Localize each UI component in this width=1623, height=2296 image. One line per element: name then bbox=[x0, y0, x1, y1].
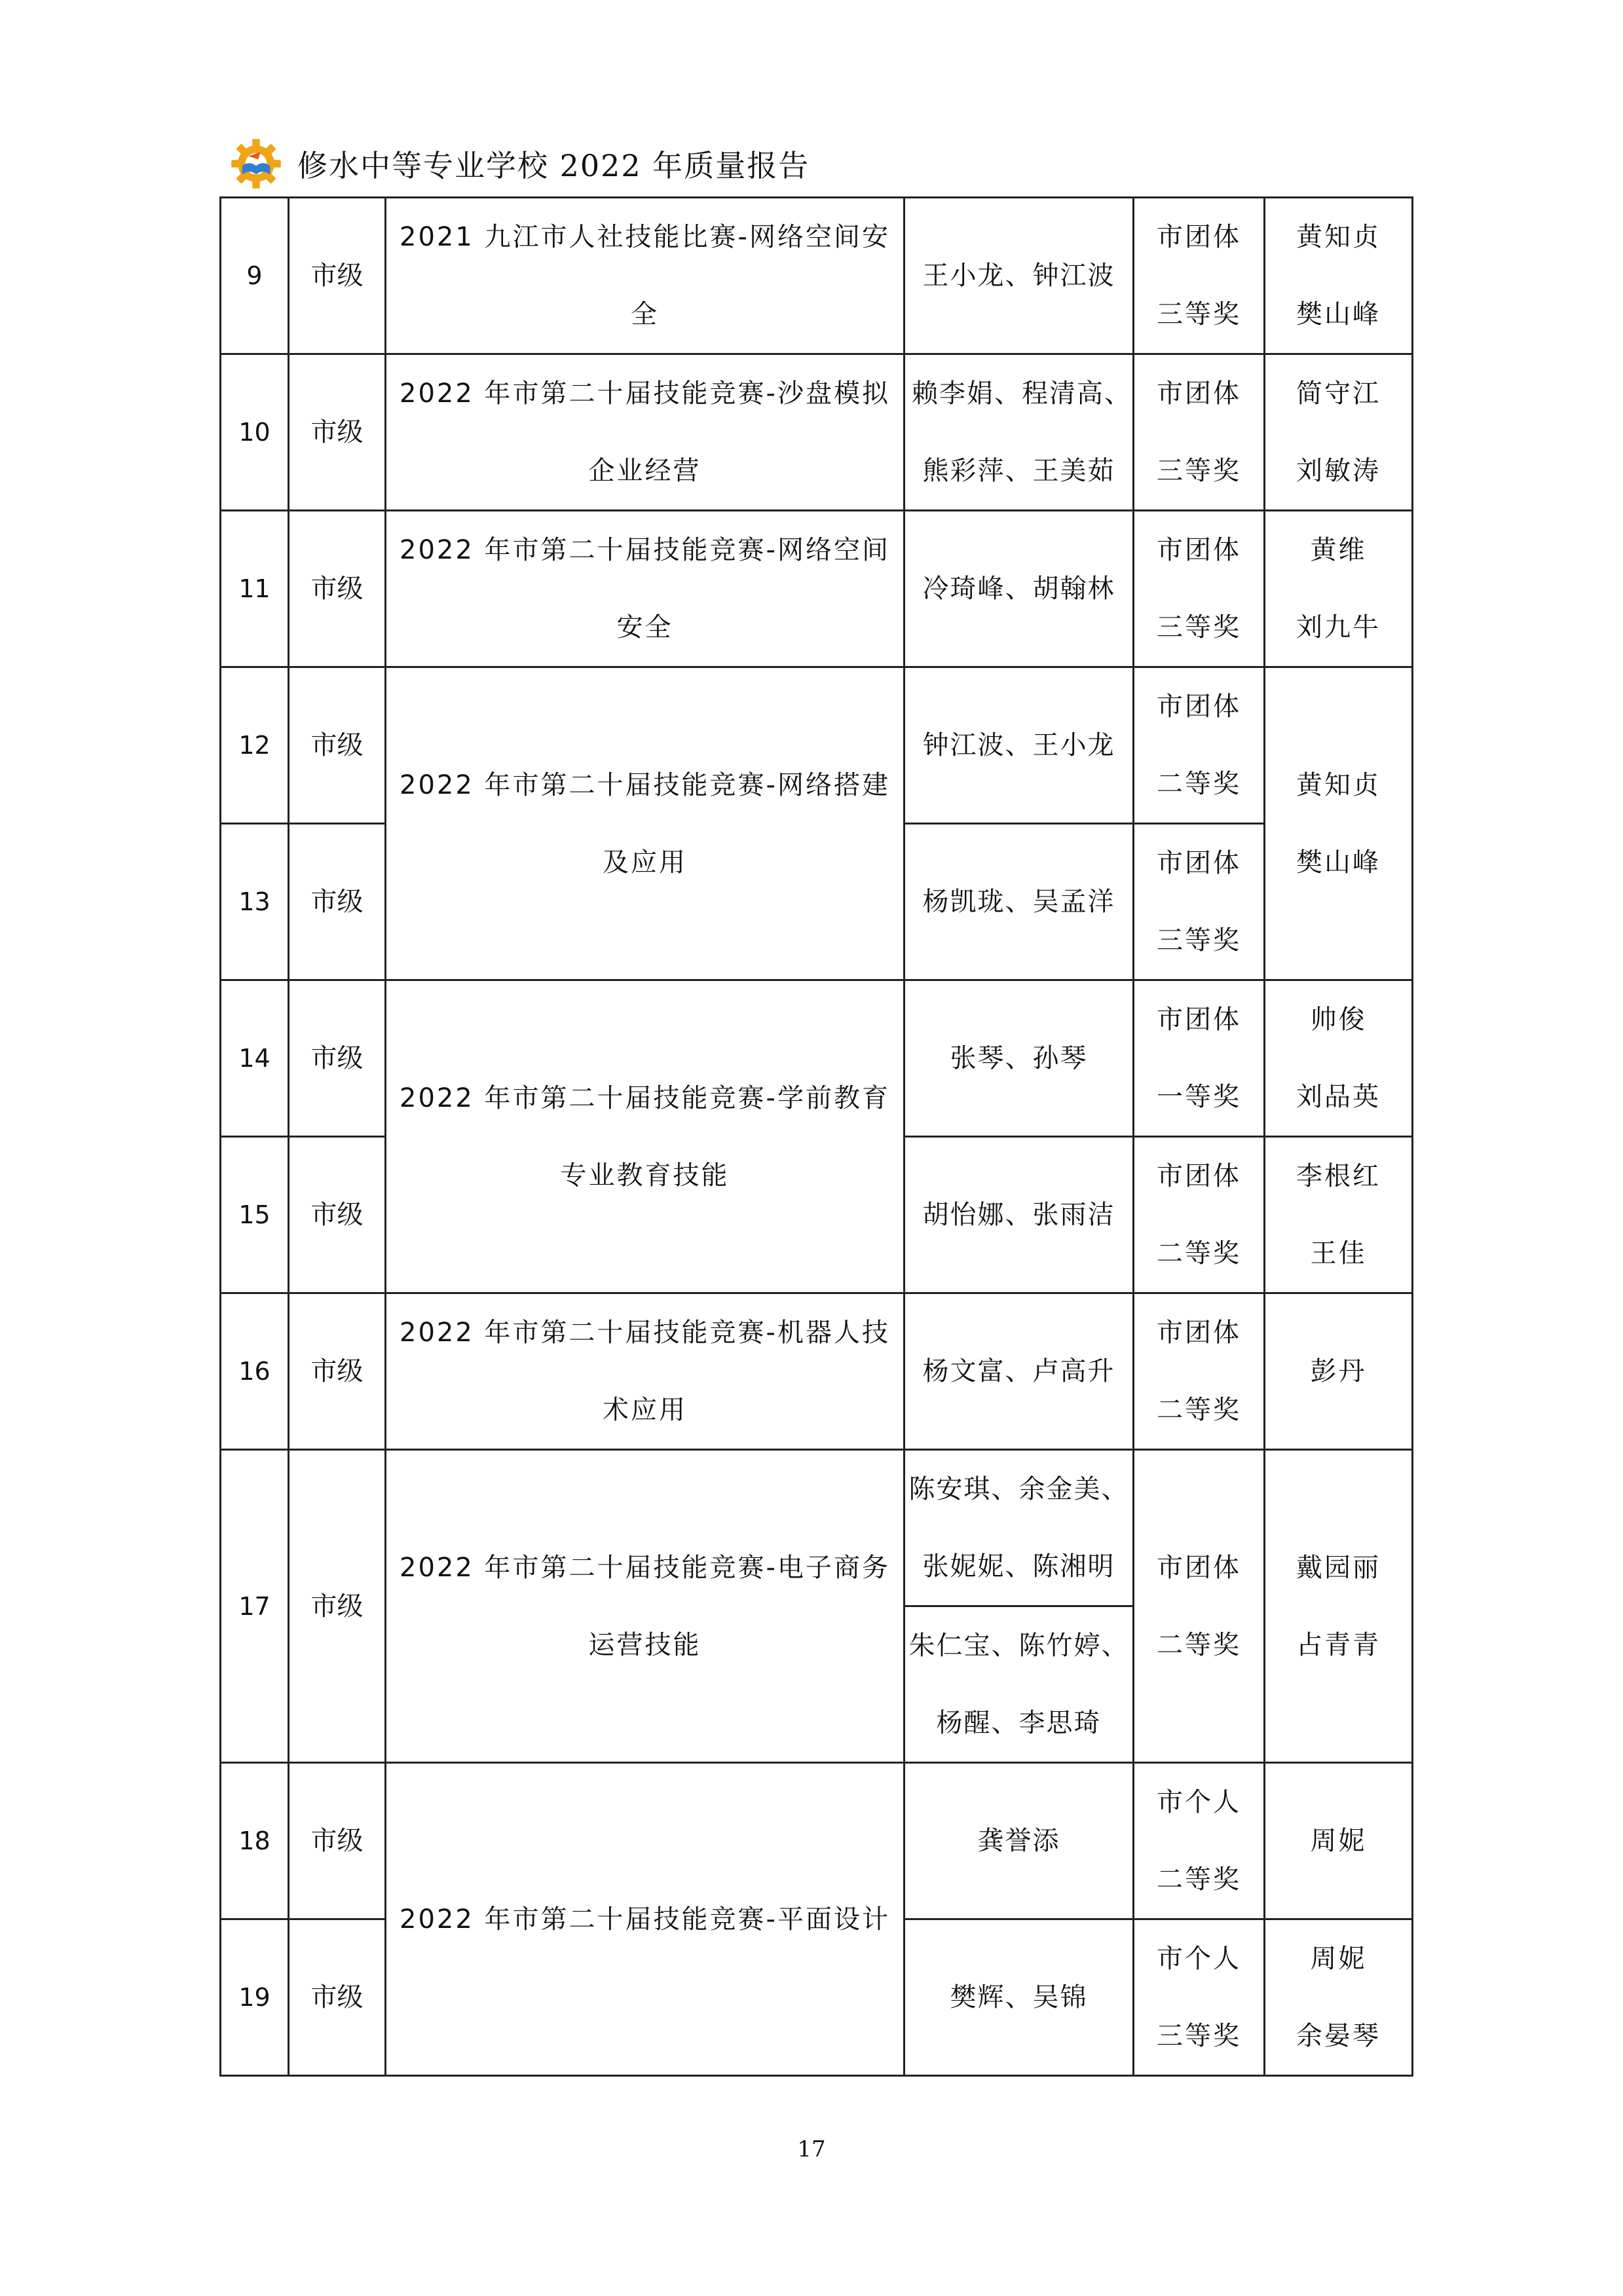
award-cell: 市团体 二等奖 bbox=[1134, 1137, 1265, 1293]
students-cell: 冷琦峰、胡翰林 bbox=[905, 511, 1134, 667]
students-cell bbox=[905, 1450, 1134, 1763]
report-title: 修水中等专业学校 2022 年质量报告 bbox=[297, 148, 810, 183]
students-cell: 钟江波、王小龙 bbox=[905, 667, 1134, 824]
competition-cell: 2022 年市第二十届技能竞赛-平面设计 bbox=[386, 1763, 905, 2076]
level-cell: 市级 bbox=[289, 667, 386, 824]
page-header bbox=[229, 134, 810, 193]
award-cell: 市团体 三等奖 bbox=[1134, 511, 1265, 667]
teachers-cell: 周妮 bbox=[1265, 1763, 1413, 1919]
level-cell: 市级 bbox=[289, 980, 386, 1137]
table-row bbox=[221, 1450, 1413, 1763]
level-cell: 市级 bbox=[289, 511, 386, 667]
level-cell: 市级 bbox=[289, 1763, 386, 1919]
row-number: 12 bbox=[221, 667, 289, 824]
award-cell: 市个人 三等奖 bbox=[1134, 1919, 1265, 2076]
row-number: 11 bbox=[221, 511, 289, 667]
award-cell: 市团体 三等奖 bbox=[1134, 198, 1265, 354]
level-cell: 市级 bbox=[289, 1450, 386, 1763]
row-number: 14 bbox=[221, 980, 289, 1137]
competition-cell: 2022 年市第二十届技能竞赛-沙盘模拟 企业经营 bbox=[386, 354, 905, 511]
students-cell: 胡怡娜、张雨洁 bbox=[905, 1137, 1134, 1293]
students-cell: 赖李娟、程清高、 熊彩萍、王美茹 bbox=[905, 354, 1134, 511]
teachers-cell: 戴园丽 占青青 bbox=[1265, 1450, 1413, 1763]
teachers-cell: 黄知贞 樊山峰 bbox=[1265, 667, 1413, 980]
students-cell: 张琴、孙琴 bbox=[905, 980, 1134, 1137]
table-row bbox=[221, 667, 1413, 824]
row-number: 16 bbox=[221, 1293, 289, 1450]
students-cell: 杨凯珑、吴孟洋 bbox=[905, 824, 1134, 980]
students-cell: 王小龙、钟江波 bbox=[905, 198, 1134, 354]
row-number: 17 bbox=[221, 1450, 289, 1763]
award-cell: 市团体 二等奖 bbox=[1134, 1450, 1265, 1763]
award-cell: 市团体 二等奖 bbox=[1134, 1293, 1265, 1450]
level-cell: 市级 bbox=[289, 1293, 386, 1450]
table-row bbox=[221, 198, 1413, 354]
award-cell: 市个人 二等奖 bbox=[1134, 1763, 1265, 1919]
teachers-cell: 帅俊 刘品英 bbox=[1265, 980, 1413, 1137]
row-number: 18 bbox=[221, 1763, 289, 1919]
competition-cell: 2022 年市第二十届技能竞赛-网络空间 安全 bbox=[386, 511, 905, 667]
awards-table bbox=[219, 196, 1413, 2077]
level-cell: 市级 bbox=[289, 1137, 386, 1293]
page-number: 17 bbox=[797, 2136, 826, 2162]
teachers-cell: 周妮 余晏琴 bbox=[1265, 1919, 1413, 2076]
row-number: 19 bbox=[221, 1919, 289, 2076]
level-cell: 市级 bbox=[289, 824, 386, 980]
table-row bbox=[221, 511, 1413, 667]
students-cell: 樊辉、吴锦 bbox=[905, 1919, 1134, 2076]
school-logo-icon bbox=[229, 137, 283, 191]
award-cell: 市团体 一等奖 bbox=[1134, 980, 1265, 1137]
students-group-bottom: 朱仁宝、陈竹婷、 杨醒、李思琦 bbox=[908, 1631, 1129, 1738]
row-number: 9 bbox=[221, 198, 289, 354]
table-row bbox=[221, 354, 1413, 511]
competition-cell: 2021 九江市人社技能比赛-网络空间安 全 bbox=[386, 198, 905, 354]
row-number: 13 bbox=[221, 824, 289, 980]
level-cell: 市级 bbox=[289, 198, 386, 354]
competition-cell: 2022 年市第二十届技能竞赛-学前教育 专业教育技能 bbox=[386, 980, 905, 1293]
row-number: 15 bbox=[221, 1137, 289, 1293]
teachers-cell: 李根红 王佳 bbox=[1265, 1137, 1413, 1293]
table-row bbox=[221, 1763, 1413, 1919]
award-cell: 市团体 三等奖 bbox=[1134, 354, 1265, 511]
level-cell: 市级 bbox=[289, 354, 386, 511]
table-row bbox=[221, 1293, 1413, 1450]
competition-cell: 2022 年市第二十届技能竞赛-网络搭建 及应用 bbox=[386, 667, 905, 980]
award-cell: 市团体 二等奖 bbox=[1134, 667, 1265, 824]
students-cell: 杨文富、卢高升 bbox=[905, 1293, 1134, 1450]
competition-cell: 2022 年市第二十届技能竞赛-电子商务 运营技能 bbox=[386, 1450, 905, 1763]
teachers-cell: 彭丹 bbox=[1265, 1293, 1413, 1450]
students-group-top: 陈安琪、余金美、 张妮妮、陈湘明 bbox=[905, 1451, 1132, 1607]
row-number: 10 bbox=[221, 354, 289, 511]
teachers-cell: 简守江 刘敏涛 bbox=[1265, 354, 1413, 511]
table-row bbox=[221, 980, 1413, 1137]
level-cell: 市级 bbox=[289, 1919, 386, 2076]
award-cell: 市团体 三等奖 bbox=[1134, 824, 1265, 980]
teachers-cell: 黄维 刘九牛 bbox=[1265, 511, 1413, 667]
teachers-cell: 黄知贞 樊山峰 bbox=[1265, 198, 1413, 354]
students-cell: 龚誉添 bbox=[905, 1763, 1134, 1919]
competition-cell: 2022 年市第二十届技能竞赛-机器人技 术应用 bbox=[386, 1293, 905, 1450]
